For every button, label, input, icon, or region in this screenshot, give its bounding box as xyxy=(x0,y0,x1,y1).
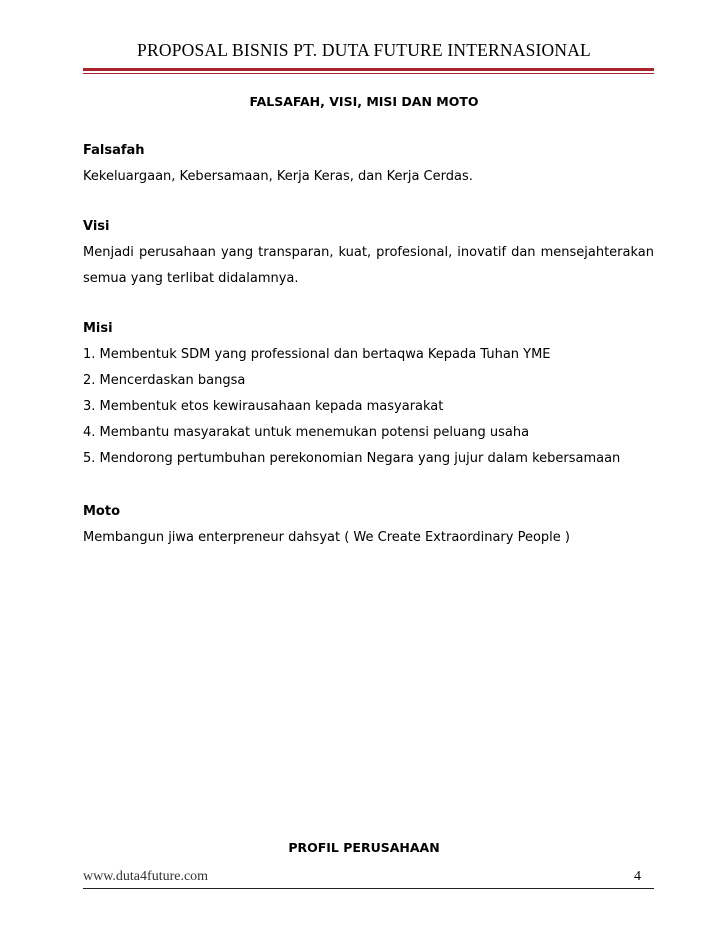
header-rule-thin xyxy=(83,73,654,74)
visi-text-line-1: Menjadi perusahaan yang transparan, kuat, profesional, inovatif dan mensejahterakan xyxy=(83,245,654,260)
misi-item: 5. Mendorong pertumbuhan perekonomian Negara yang jujur dalam kebersamaan xyxy=(83,451,621,466)
footer-rule xyxy=(83,888,654,889)
misi-item: 1. Membentuk SDM yang professional dan bertaqwa Kepada Tuhan YME xyxy=(83,347,551,362)
moto-block xyxy=(83,504,654,546)
section-title: FALSAFAH, VISI, MISI DAN MOTO xyxy=(249,94,479,109)
misi-item: 2. Mencerdaskan bangsa xyxy=(83,373,246,388)
falsafah-text: Kekeluargaan, Kebersamaan, Kerja Keras, dan Kerja Cerdas. xyxy=(83,169,473,184)
falsafah-heading: Falsafah xyxy=(83,143,145,158)
falsafah-block xyxy=(83,143,654,185)
misi-block xyxy=(83,321,654,467)
header-rule-thick xyxy=(83,68,654,71)
moto-text: Membangun jiwa enterpreneur dahsyat ( We Create Extraordinary People ) xyxy=(83,530,570,545)
visi-heading: Visi xyxy=(83,219,110,234)
misi-item: 4. Membantu masyarakat untuk menemukan potensi peluang usaha xyxy=(83,425,530,440)
footer-website-link[interactable]: www.duta4future.com xyxy=(83,869,209,884)
misi-heading: Misi xyxy=(83,321,113,336)
misi-item: 3. Membentuk etos kewirausahaan kepada masyarakat xyxy=(83,399,444,414)
page-number: 4 xyxy=(634,869,641,884)
document-header-title: PROPOSAL BISNIS PT. DUTA FUTURE INTERNASIONAL xyxy=(137,40,591,60)
footer-section-label: PROFIL PERUSAHAAN xyxy=(288,840,440,855)
visi-block xyxy=(83,219,654,287)
visi-text-line-2: semua yang terlibat didalamnya. xyxy=(83,271,299,286)
moto-heading: Moto xyxy=(83,504,121,519)
